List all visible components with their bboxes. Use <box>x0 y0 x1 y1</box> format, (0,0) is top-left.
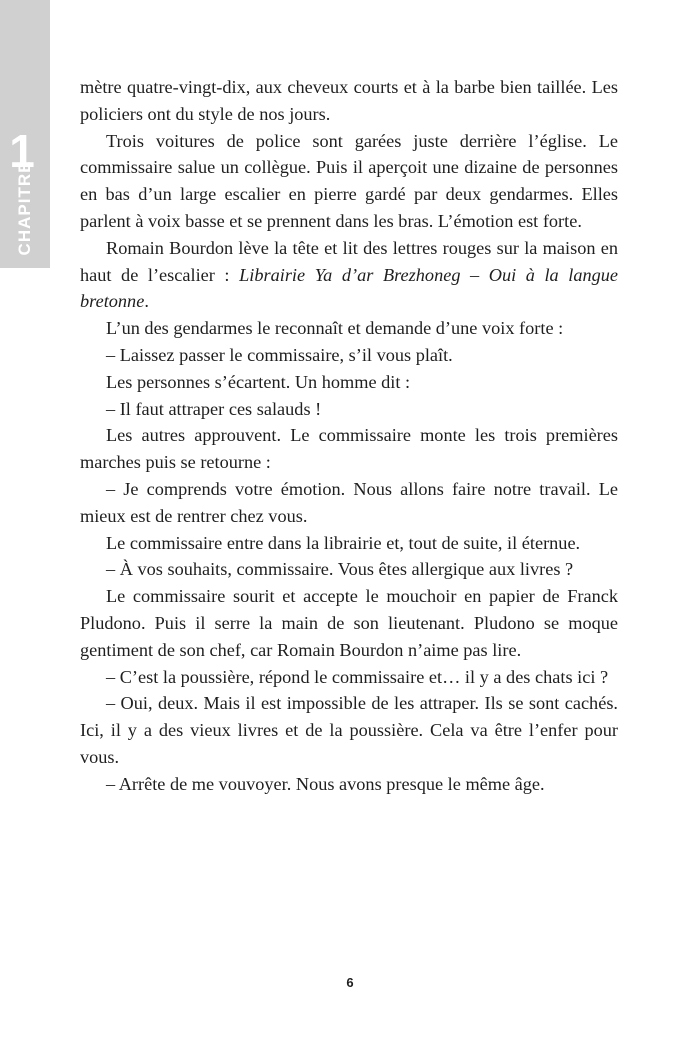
paragraph: Les autres approuvent. Le commissaire monte les trois premières marches puis se retourne : <box>80 425 618 473</box>
body-text <box>80 74 618 798</box>
dialogue-line: – Laissez passer le commissaire, s’il vous plaît. <box>106 344 453 365</box>
chapter-number: 1 <box>9 125 35 177</box>
page-number: 6 <box>346 975 354 990</box>
paragraph-text: . <box>144 291 149 312</box>
dialogue-line: – Oui, deux. Mais il est impossible de les attraper. Ils se sont cachés. Ici, il y a des vieux livres et de la poussière. Cela va être l’enfer pour vous. <box>80 693 618 767</box>
dialogue-line: – Il faut attraper ces salauds ! <box>106 398 322 419</box>
chapter-tab <box>0 0 50 268</box>
paragraph: Le commissaire sourit et accepte le mouchoir en papier de Franck Pludono. Puis il serre la main de son lieutenant. Pludono se moque gentiment de son chef, car Romain Bourdon n’aime pas lire. <box>80 586 618 660</box>
dialogue-line: – À vos souhaits, commissaire. Vous êtes allergique aux livres ? <box>106 559 574 580</box>
paragraph: L’un des gendarmes le reconnaît et demande d’une voix forte : <box>106 318 564 339</box>
dialogue-line: – Arrête de me vouvoyer. Nous avons presque le même âge. <box>106 773 545 794</box>
paragraph: Les personnes s’écartent. Un homme dit : <box>106 371 411 392</box>
paragraph: Trois voitures de police sont garées juste derrière l’église. Le commissaire salue un collègue. Puis il aperçoit une dizaine de personnes en bas d’un large escalier en pierre gardé par deux gendarmes. Elles parlent à voix basse et se prennent dans les bras. L’émotion est forte. <box>80 130 618 231</box>
paragraph-text: Romain Bourdon lève la tête et lit des lettres rouges sur la maison en haut de l’escalier : <box>80 237 618 285</box>
chapter-label: CHAPITRE <box>15 160 34 256</box>
paragraph: Le commissaire entre dans la librairie et, tout de suite, il éternue. <box>106 532 581 553</box>
dialogue-line: – C’est la poussière, répond le commissaire et… il y a des chats ici ? <box>106 666 609 687</box>
paragraph <box>80 235 618 315</box>
dialogue-line: – Je comprends votre émotion. Nous allons faire notre travail. Le mieux est de rentrer chez vous. <box>80 478 618 526</box>
bookshop-sign-text: Librairie Ya d’ar Brezhoneg – Oui à la langue bretonne <box>80 264 619 312</box>
paragraph: mètre quatre-vingt-dix, aux cheveux courts et à la barbe bien taillée. Les policiers ont du style de nos jours. <box>80 77 618 124</box>
